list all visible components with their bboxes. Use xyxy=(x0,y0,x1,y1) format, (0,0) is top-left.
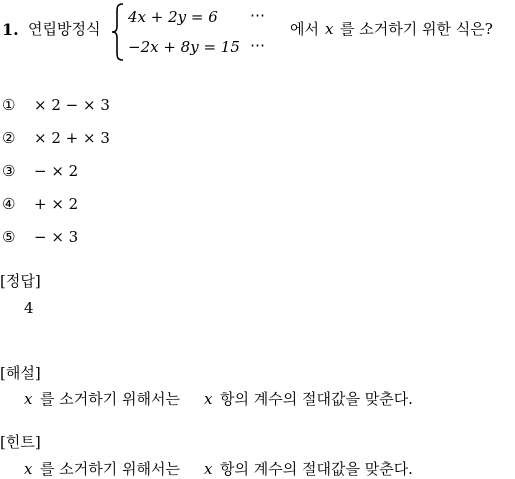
hint-var-2: x xyxy=(204,460,213,478)
choice-1-mark: ① xyxy=(2,96,16,114)
choice-2-expression: × 2 + × 3 xyxy=(34,129,110,147)
equation-2-dots: ⋯ xyxy=(250,36,267,54)
choice-4-expression: + × 2 xyxy=(34,195,79,213)
answer-value: 4 xyxy=(24,299,34,317)
explanation-text-a: 를 소거하기 위해서는 xyxy=(40,390,180,408)
choice-5-expression: − × 3 xyxy=(34,228,79,246)
choice-5-mark: ⑤ xyxy=(2,228,16,246)
choice-3-expression: − × 2 xyxy=(34,162,79,180)
question-number: 1. xyxy=(2,20,19,39)
choice-3-mark: ③ xyxy=(2,162,16,180)
explanation-var-2: x xyxy=(204,390,213,408)
hint-var-1: x xyxy=(24,460,33,478)
explanation-label: [해설] xyxy=(0,364,41,382)
hint-label: [힌트] xyxy=(0,433,41,451)
choice-1-expression: × 2 − × 3 xyxy=(34,96,110,114)
hint-text-a: 를 소거하기 위해서는 xyxy=(40,460,180,478)
equation-1: 4x + 2y = 6 xyxy=(128,8,218,26)
equation-1-dots: ⋯ xyxy=(250,6,267,24)
answer-label: [정답] xyxy=(0,272,41,290)
question-var: x xyxy=(325,20,334,38)
choice-2-mark: ② xyxy=(2,129,16,147)
explanation-text-b: 항의 계수의 절대값을 맞춘다. xyxy=(220,390,413,408)
question-suffix-b: 를 소거하기 위한 식은? xyxy=(340,20,493,38)
left-brace xyxy=(111,3,125,61)
choice-4-mark: ④ xyxy=(2,195,16,213)
equation-2: −2x + 8y = 15 xyxy=(128,38,240,56)
hint-text-b: 항의 계수의 절대값을 맞춘다. xyxy=(220,460,413,478)
question-suffix-a: 에서 xyxy=(290,20,319,38)
explanation-var-1: x xyxy=(24,390,33,408)
question-prefix: 연립방정식 xyxy=(28,20,101,38)
